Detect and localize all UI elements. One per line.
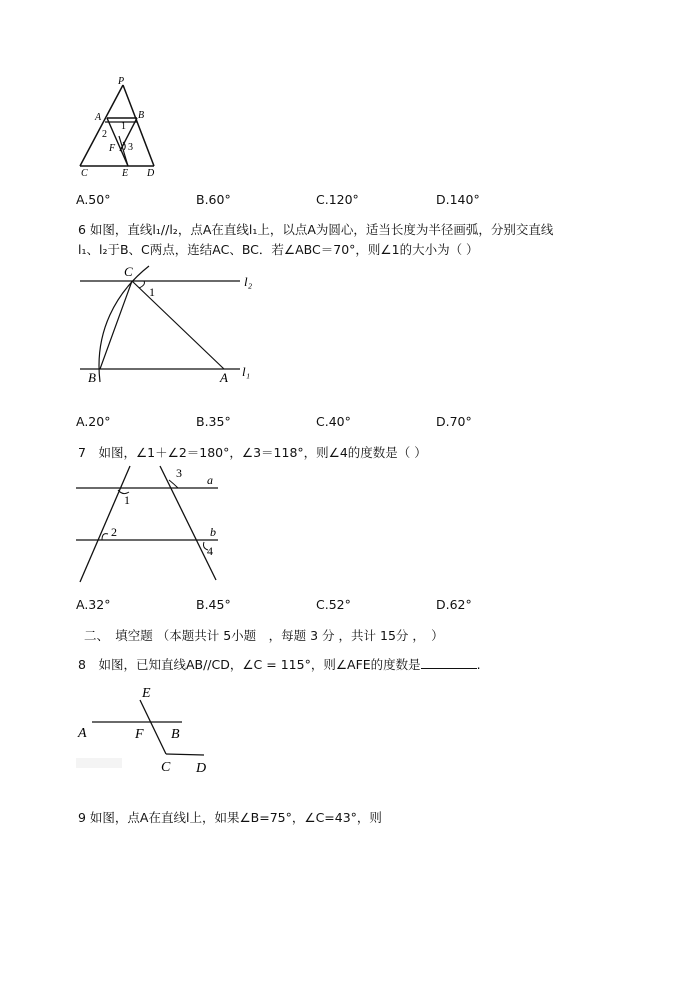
q8-label-a: A xyxy=(78,726,87,741)
q5-label-3: 3 xyxy=(128,142,133,153)
q6-stem-line1: 6 如图，直线l₁//l₂，点A在直线l₁上，以点A为圆心，适当长度为半径画弧，分别交直线 xyxy=(78,222,554,237)
q5-label-2: 2 xyxy=(102,129,107,140)
q7-label-b: b xyxy=(210,525,216,539)
q7-label-3: 3 xyxy=(176,466,182,480)
q5-label-e: E xyxy=(122,168,129,179)
q7-label-4: 4 xyxy=(207,544,213,558)
q8-label-b: B xyxy=(171,727,180,742)
q6-label-1: 1 xyxy=(149,285,155,299)
q6-label-b: B xyxy=(88,370,96,385)
q7-figure xyxy=(74,462,224,586)
q5-label-a: A xyxy=(95,112,102,123)
q6-option-d[interactable]: D.70° xyxy=(436,414,472,429)
q5-label-b: B xyxy=(138,110,145,121)
q5-label-f: F xyxy=(109,143,116,154)
q5-label-1: 1 xyxy=(121,121,126,132)
q8-label-c: C xyxy=(161,760,171,775)
q7-option-c[interactable]: C.52° xyxy=(316,597,351,612)
q8-figure xyxy=(74,682,224,778)
q7-option-d[interactable]: D.62° xyxy=(436,597,472,612)
q7-option-b[interactable]: B.45° xyxy=(196,597,231,612)
q6-stem-line2: l₁、l₂于B、C两点，连结AC、BC．若∠ABC＝70°，则∠1的大小为（ ） xyxy=(78,242,479,257)
q8-label-d: D xyxy=(196,761,207,776)
q7-label-1: 1 xyxy=(124,493,130,507)
q5-label-p: P xyxy=(118,76,125,87)
q7-option-a[interactable]: A.32° xyxy=(76,597,111,612)
q6-label-a: A xyxy=(220,370,228,385)
q7-label-2: 2 xyxy=(111,525,117,539)
q8-stem xyxy=(78,655,481,673)
q5-option-d[interactable]: D.140° xyxy=(436,192,480,207)
q6-label-c: C xyxy=(124,264,133,279)
q8-label-e: E xyxy=(142,686,151,701)
q7-stem: 7 如图，∠1＋∠2＝180°，∠3＝118°，则∠4的度数是（ ） xyxy=(78,445,427,460)
q6-label-l1: l₁ xyxy=(242,364,251,379)
q5-label-d: D xyxy=(147,168,155,179)
q5-option-c[interactable]: C.120° xyxy=(316,192,359,207)
q5-option-b[interactable]: B.60° xyxy=(196,192,231,207)
q6-option-b[interactable]: B.35° xyxy=(196,414,231,429)
q8-answer-blank[interactable] xyxy=(421,656,477,669)
q8-label-f: F xyxy=(135,727,144,742)
q5-option-a[interactable]: A.50° xyxy=(76,192,111,207)
q5-figure xyxy=(70,76,170,180)
q6-figure xyxy=(76,262,266,392)
q6-option-c[interactable]: C.40° xyxy=(316,414,351,429)
q8-stem-text: 8 如图，已知直线AB//CD，∠C = 115°，则∠AFE的度数是 xyxy=(78,657,421,672)
q7-label-a: a xyxy=(207,473,213,487)
section-heading-fill-in: 二、 填空题 （本题共计 5小题 ，每题 3 分 ，共计 15分 ， ） xyxy=(84,628,444,643)
q6-label-l2: l₂ xyxy=(244,274,253,289)
q8-stem-tail: . xyxy=(476,657,481,672)
q9-stem: 9 如图，点A在直线l上，如果∠B=75°，∠C=43°，则 xyxy=(78,810,382,825)
q5-label-c: C xyxy=(81,168,88,179)
q6-option-a[interactable]: A.20° xyxy=(76,414,111,429)
